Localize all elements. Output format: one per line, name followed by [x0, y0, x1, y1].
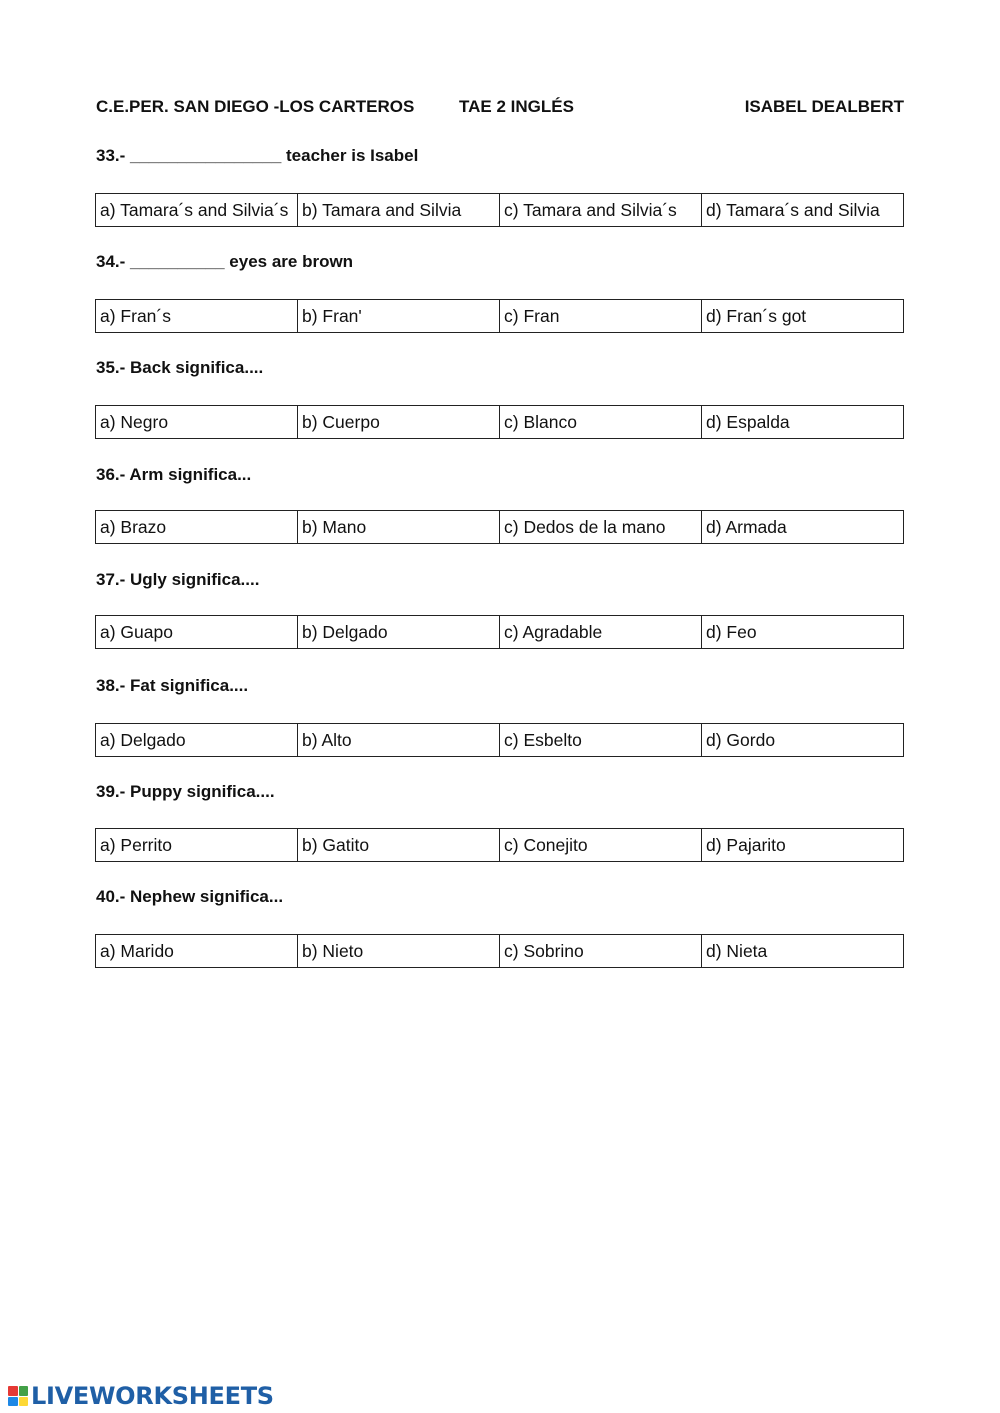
liveworksheets-logo[interactable] [8, 1383, 274, 1409]
option-c[interactable]: c) Dedos de la mano [500, 511, 702, 543]
question-38: 38.- Fat significa.... [96, 676, 249, 695]
worksheet-header [96, 97, 904, 119]
option-a[interactable]: a) Marido [96, 935, 298, 967]
question-40: 40.- Nephew significa... [96, 887, 284, 906]
option-a[interactable]: a) Guapo [96, 616, 298, 648]
options-row-37 [95, 615, 904, 649]
option-c[interactable]: c) Agradable [500, 616, 702, 648]
question-33: 33.- ________________ teacher is Isabel [96, 146, 419, 165]
option-d[interactable]: d) Espalda [706, 412, 790, 432]
option-c[interactable]: c) Conejito [500, 829, 702, 861]
brand-name: LIVEWORKSHEETS [31, 1382, 274, 1410]
option-d[interactable]: d) Fran´s got [706, 306, 807, 326]
question-39: 39.- Puppy significa.... [96, 782, 275, 801]
option-b[interactable]: b) Tamara and Silvia [298, 194, 500, 226]
options-row-34 [95, 299, 904, 333]
school-name: C.E.PER. SAN DIEGO -LOS CARTEROS [96, 97, 415, 116]
option-b[interactable]: b) Gatito [298, 829, 500, 861]
option-b[interactable]: b) Delgado [298, 616, 500, 648]
options-row-36 [95, 510, 904, 544]
logo-square-red [8, 1386, 18, 1396]
option-c[interactable]: c) Tamara and Silvia´s [500, 194, 702, 226]
option-a[interactable]: a) Delgado [96, 724, 298, 756]
option-a[interactable]: a) Tamara´s and Silvia´s [96, 194, 298, 226]
options-row-38 [95, 723, 904, 757]
option-b[interactable]: b) Cuerpo [298, 406, 500, 438]
logo-square-blue [8, 1397, 18, 1407]
logo-square-yellow [19, 1397, 29, 1407]
course-name: TAE 2 INGLÉS [459, 97, 574, 116]
logo-square-green [19, 1386, 29, 1396]
option-b[interactable]: b) Mano [298, 511, 500, 543]
option-b[interactable]: b) Nieto [298, 935, 500, 967]
option-c[interactable]: c) Blanco [500, 406, 702, 438]
teacher-name: ISABEL DEALBERT [744, 97, 904, 116]
option-b[interactable]: b) Fran' [298, 300, 500, 332]
liveworksheets-logo-icon [8, 1386, 28, 1406]
question-37: 37.- Ugly significa.... [96, 570, 260, 589]
option-b[interactable]: b) Alto [298, 724, 500, 756]
options-row-35 [95, 405, 904, 439]
question-34: 34.- __________ eyes are brown [96, 252, 354, 271]
option-a[interactable]: a) Perrito [96, 829, 298, 861]
option-a[interactable]: a) Fran´s [96, 300, 298, 332]
option-d[interactable]: d) Nieta [706, 941, 768, 961]
option-d[interactable]: d) Armada [706, 517, 787, 537]
option-c[interactable]: c) Sobrino [500, 935, 702, 967]
options-row-39 [95, 828, 904, 862]
option-d[interactable]: d) Gordo [706, 730, 776, 750]
option-a[interactable]: a) Negro [96, 406, 298, 438]
question-36: 36.- Arm significa... [96, 465, 252, 484]
option-c[interactable]: c) Fran [500, 300, 702, 332]
option-d[interactable]: d) Feo [706, 622, 757, 642]
question-35: 35.- Back significa.... [96, 358, 264, 377]
option-d[interactable]: d) Pajarito [706, 835, 786, 855]
option-c[interactable]: c) Esbelto [500, 724, 702, 756]
option-d[interactable]: d) Tamara´s and Silvia [706, 200, 880, 220]
option-a[interactable]: a) Brazo [96, 511, 298, 543]
options-row-40 [95, 934, 904, 968]
options-row-33 [95, 193, 904, 227]
